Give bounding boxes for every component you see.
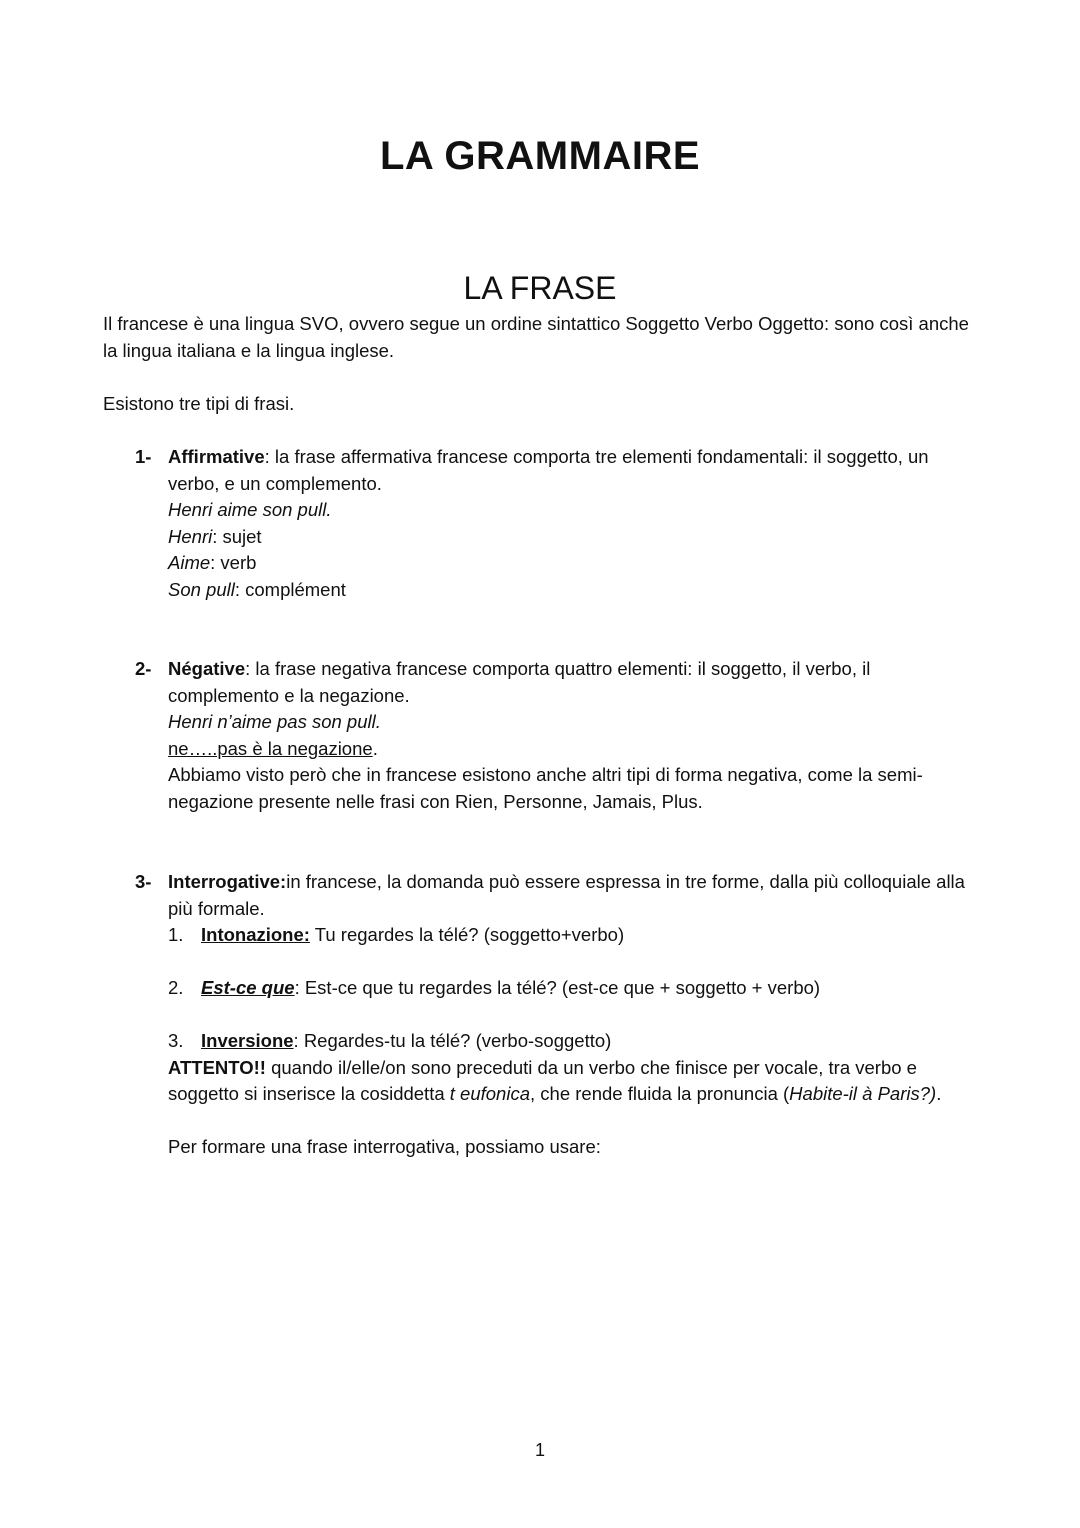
- item-text: : la frase affermativa francese comporta tre elementi fondamentali: il soggetto, un verbo, e un complemento.: [168, 446, 929, 494]
- example-sentence: Henri n’aime pas son pull.: [168, 711, 381, 732]
- list-item-negative: [135, 656, 985, 815]
- question-form-item: 1. Intonazione: Tu regardes la télé? (soggetto+verbo): [168, 924, 625, 945]
- item-text: in francese, la domanda può essere espressa in tre forme, dalla più colloquiale alla più formale.: [168, 871, 965, 919]
- section-title: LA FRASE: [463, 270, 617, 306]
- item-number: 2-: [135, 658, 152, 679]
- page-number: 1: [534, 1440, 545, 1460]
- list-item-interrogative: [135, 869, 985, 1161]
- item-number: 1-: [135, 446, 152, 467]
- types-intro-paragraph: Esistono tre tipi di frasi.: [103, 393, 295, 414]
- intro-paragraph: Il francese è una lingua SVO, ovvero segue un ordine sintattico Soggetto Verbo Oggetto: sono così anche la lingua italiana e la lingua inglese.: [103, 313, 969, 361]
- warning-note: ATTENTO!! quando il/elle/on sono preceduti da un verbo che finisce per vocale, tra verbo e soggetto si inserisce la cosiddetta t eufonica, che rende fluida la pronuncia (Habite-il à Paris?).: [168, 1056, 942, 1104]
- question-form-item: 3. Inversione: Regardes-tu la télé? (verbo-soggetto): [168, 1030, 612, 1051]
- closing-text: Per formare una frase interrogativa, possiamo usare:: [168, 1136, 601, 1157]
- negation-note: ne…..pas è la negazione.: [168, 737, 378, 759]
- example-sentence: Henri aime son pull.: [168, 499, 332, 520]
- sentence-part: Henri: sujet: [168, 525, 262, 547]
- page-title: LA GRAMMAIRE: [379, 134, 701, 178]
- sentence-part: Son pull: complément: [168, 578, 346, 600]
- item-term: Affirmative: [168, 446, 265, 467]
- item-number: 3-: [135, 871, 152, 892]
- sentence-part: Aime: verb: [168, 552, 257, 573]
- item-text: : la frase negativa francese comporta quattro elementi: il soggetto, il verbo, il complemento e la negazione.: [168, 658, 871, 706]
- question-form-item: 2. Est-ce que: Est-ce que tu regardes la télé? (est-ce que + soggetto + verbo): [168, 977, 821, 998]
- item-term: Négative: [168, 658, 246, 679]
- item-term: Interrogative:: [168, 871, 287, 892]
- item-extra-text: Abbiamo visto però che in francese esistono anche altri tipi di forma negativa, come la semi-negazione presente nelle frasi con Rien, Personne, Jamais, Plus.: [168, 764, 923, 812]
- list-item-affirmative: [135, 444, 985, 603]
